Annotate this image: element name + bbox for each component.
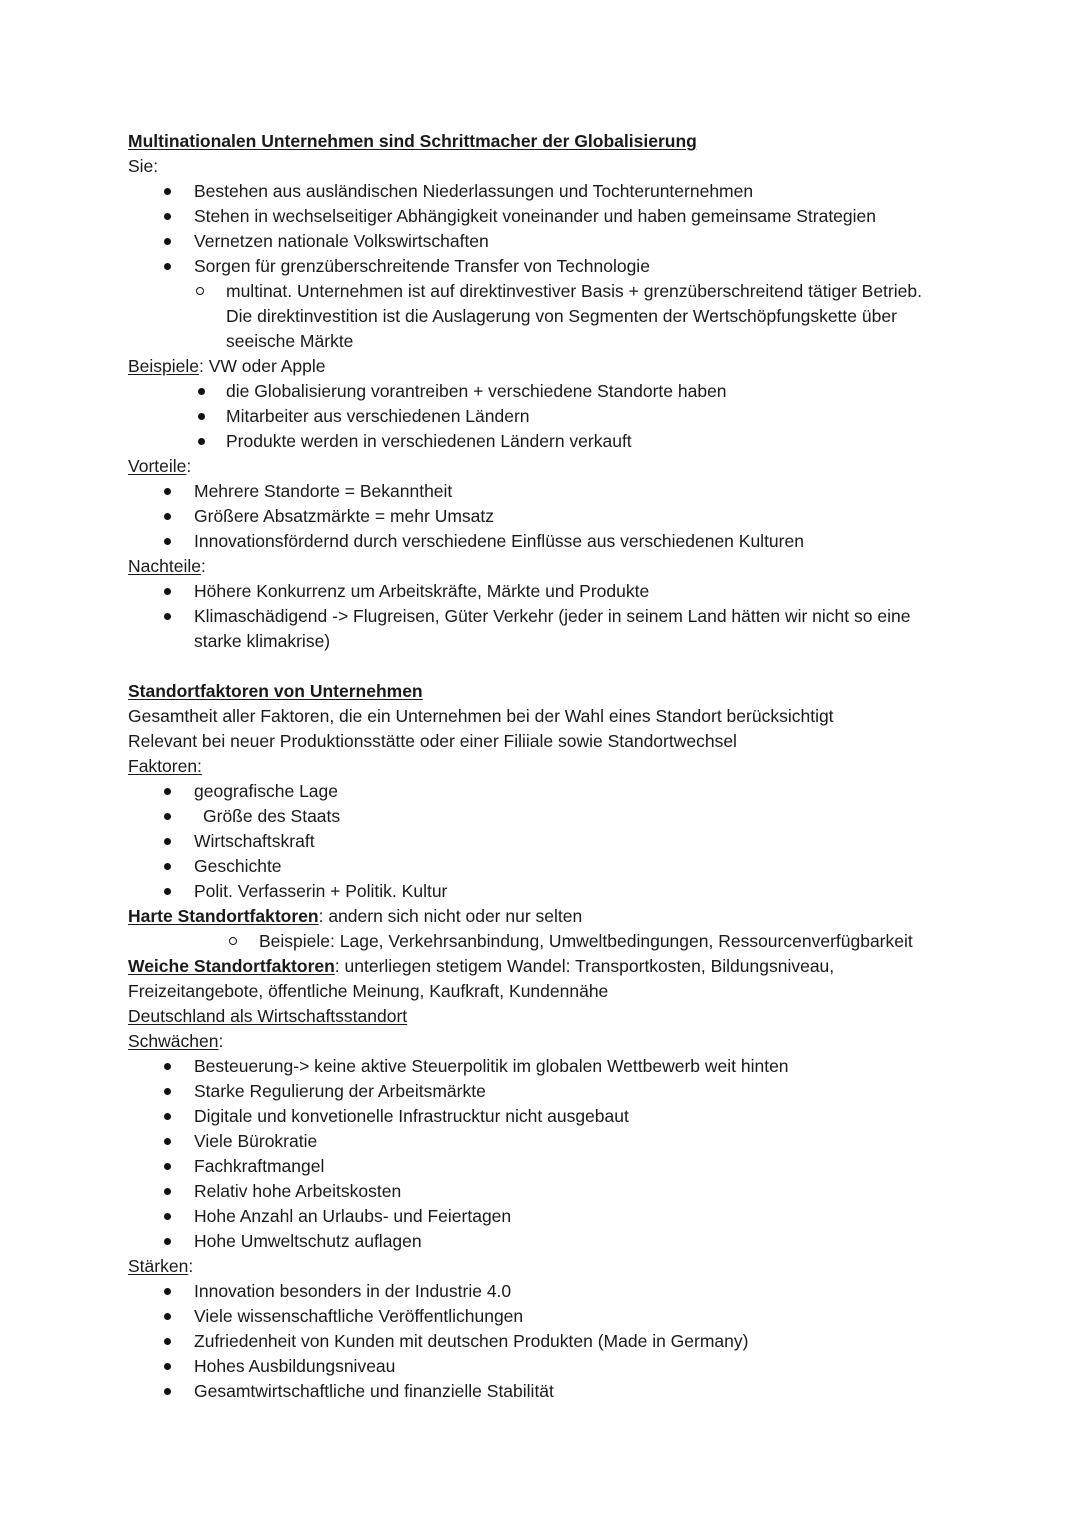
list-item: Innovation besonders in der Industrie 4.0 — [128, 1279, 988, 1304]
advantages-list — [128, 479, 988, 554]
list-item: die Globalisierung vorantreiben + verschiedene Standorte haben — [128, 379, 988, 404]
list-item: Bestehen aus ausländischen Niederlassungen und Tochterunternehmen — [128, 179, 988, 204]
list-item: geografische Lage — [128, 779, 988, 804]
list-item-text: Größe des Staats — [203, 806, 341, 826]
list-item: Produkte werden in verschiedenen Ländern verkauft — [128, 429, 988, 454]
colon: : — [200, 556, 206, 576]
examples-label: Beispiele — [128, 356, 200, 376]
list-item: Viele wissenschaftliche Veröffentlichungen — [128, 1304, 988, 1329]
soft-factors-text: : unterliegen stetigem Wandel: Transportkosten, Bildungsniveau, Freizeitangebote, öffentliche Meinung, Kaufkraft, Kundennähe — [128, 956, 835, 1001]
list-item: Besteuerung-> keine aktive Steuerpolitik im globalen Wettbewerb weit hinten — [128, 1054, 988, 1079]
strengths-label: Stärken — [128, 1256, 189, 1276]
list-item: Starke Regulierung der Arbeitsmärkte — [128, 1079, 988, 1104]
list-item: Mehrere Standorte = Bekanntheit — [128, 479, 988, 504]
colon: : — [188, 1256, 194, 1276]
definition-line: Gesamtheit aller Faktoren, die ein Unternehmen bei der Wahl eines Standort berücksichtigt — [128, 706, 834, 726]
intro-text: Sie: — [128, 156, 159, 176]
list-item: Polit. Verfasserin + Politik. Kultur — [128, 879, 988, 904]
strengths-heading — [128, 1254, 988, 1279]
section-title-location-factors: Standortfaktoren von Unternehmen — [128, 681, 423, 701]
weaknesses-heading — [128, 1029, 988, 1054]
weaknesses-label: Schwächen — [128, 1031, 219, 1051]
disadvantages-list — [128, 579, 988, 654]
colon: : — [218, 1031, 224, 1051]
properties-list — [128, 179, 988, 279]
weaknesses-list — [128, 1054, 988, 1254]
sub-list-item — [128, 279, 926, 354]
factors-label: Faktoren: — [128, 756, 202, 776]
list-item: Hohes Ausbildungsniveau — [128, 1354, 988, 1379]
definition-text: multinat. Unternehmen ist auf direktinvestiver Basis + grenzüberschreitend tätiger Betrieb. Die direktinvestition ist die Auslagerung von Segmenten der Wertschöpfungskette über seeische Märkte — [226, 281, 922, 351]
colon: : — [186, 456, 192, 476]
spacer — [128, 654, 988, 679]
list-item: Viele Bürokratie — [128, 1129, 988, 1154]
list-item: Höhere Konkurrenz um Arbeitskräfte, Märkte und Produkte — [128, 579, 988, 604]
list-item: Relativ hohe Arbeitskosten — [128, 1179, 988, 1204]
list-item: Mitarbeiter aus verschiedenen Ländern — [128, 404, 988, 429]
hard-factors-sublist — [128, 929, 988, 954]
list-item — [128, 804, 988, 829]
list-item: Gesamtwirtschaftliche und finanzielle Stabilität — [128, 1379, 988, 1404]
hard-factors-text: : andern sich nicht oder nur selten — [318, 906, 583, 926]
list-item: Größere Absatzmärkte = mehr Umsatz — [128, 504, 988, 529]
disadvantages-heading — [128, 554, 988, 579]
list-item: Hohe Anzahl an Urlaubs- und Feiertagen — [128, 1204, 988, 1229]
list-item: Innovationsfördernd durch verschiedene Einflüsse aus verschiedenen Kulturen — [128, 529, 988, 554]
factors-list — [128, 779, 988, 904]
examples-list — [128, 379, 988, 454]
list-item: Klimaschädigend -> Flugreisen, Güter Verkehr (jeder in seinem Land hätten wir nicht so eine starke klimakrise) — [128, 604, 944, 654]
list-item: Geschichte — [128, 854, 988, 879]
list-item: Stehen in wechselseitiger Abhängigkeit voneinander und haben gemeinsame Strategien — [128, 204, 988, 229]
advantages-label: Vorteile — [128, 456, 187, 476]
germany-heading: Deutschland als Wirtschaftsstandort — [128, 1006, 408, 1026]
list-item: Fachkraftmangel — [128, 1154, 988, 1179]
list-item: Hohe Umweltschutz auflagen — [128, 1229, 988, 1254]
strengths-list — [128, 1279, 988, 1404]
section-title-multinationals: Multinationalen Unternehmen sind Schrittmacher der Globalisierung — [128, 131, 697, 151]
sub-list-item: Beispiele: Lage, Verkehrsanbindung, Umweltbedingungen, Ressourcenverfügbarkeit — [128, 929, 988, 954]
soft-factors-line — [128, 954, 888, 1004]
hard-factors-label: Harte Standortfaktoren — [128, 906, 319, 926]
list-item: Vernetzen nationale Volkswirtschaften — [128, 229, 988, 254]
list-item: Zufriedenheit von Kunden mit deutschen Produkten (Made in Germany) — [128, 1329, 988, 1354]
list-item: Wirtschaftskraft — [128, 829, 988, 854]
examples-heading — [128, 354, 988, 379]
list-item: Digitale und konvetionelle Infrastrucktur nicht ausgebaut — [128, 1104, 988, 1129]
relevance-line: Relevant bei neuer Produktionsstätte oder einer Filiiale sowie Standortwechsel — [128, 731, 737, 751]
soft-factors-label: Weiche Standortfaktoren — [128, 956, 335, 976]
hard-factors-line — [128, 904, 988, 929]
list-item: Sorgen für grenzüberschreitende Transfer von Technologie — [128, 254, 988, 279]
advantages-heading — [128, 454, 988, 479]
disadvantages-label: Nachteile — [128, 556, 201, 576]
examples-value: : VW oder Apple — [199, 356, 326, 376]
sub-list — [128, 279, 988, 354]
